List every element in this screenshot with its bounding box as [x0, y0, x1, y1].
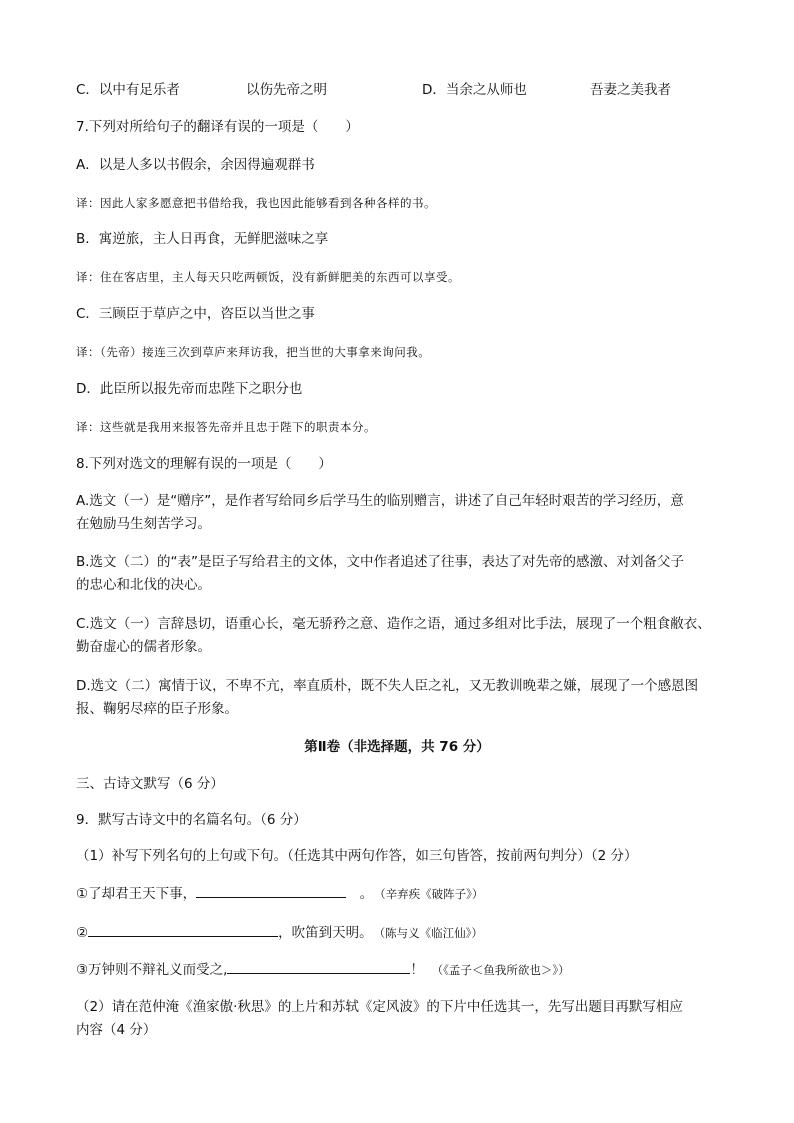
q9-item1-punct: 。	[359, 886, 367, 902]
q9-part1-stem: （1）补写下列名句的上句或下句。（任选其中两句作答，如三句皆答，按前两句判分）（2 分）	[76, 848, 638, 864]
q7-option-a: A．以是人多以书假余，余因得遍观群书	[76, 157, 315, 173]
q9-item1-source: （辛弃疾《破阵子》）	[379, 887, 484, 901]
q9-item1-text: ①了却君王天下事，	[76, 886, 197, 902]
q9-item3-post: ！	[410, 962, 424, 978]
part2-heading: 第Ⅱ卷（非选择题，共 76 分）	[304, 739, 490, 755]
q9-item3-text: ③万钟则不辩礼义而受之,	[76, 962, 228, 978]
q8-option-b-line1: B.选文（二）的“表”是臣子写给君主的文体，文中作者追述了往事，表达了对先帝的感激、对刘备父子	[76, 554, 685, 570]
q9-part2-line1: （2）请在范仲淹《渔家傲·秋思》的上片和苏轼《定风波》的下片中任选其一，先写出题目再默写相应	[76, 999, 683, 1015]
q7-stem: 7.下列对所给句子的翻译有误的一项是（ ）	[76, 119, 359, 135]
q9-item2	[76, 922, 718, 943]
q8-option-a-line2: 在勉励马生刻苦学习。	[76, 516, 211, 532]
q9-stem: 9．默写古诗文中的名篇名句。（6 分）	[76, 812, 307, 828]
q9-item3-source: （《孟子＜鱼我所欲也＞》）	[437, 963, 570, 977]
q7-option-b-translation: 译：住在客店里，主人每天只吃两顿饭，没有新鲜肥美的东西可以享受。	[76, 270, 460, 284]
q7-option-a-translation: 译：因此人家多愿意把书借给我，我也因此能够看到各种各样的书。	[76, 196, 436, 210]
q7-option-d: D．此臣所以报先帝而忠陛下之职分也	[76, 381, 303, 397]
section3-title: 三、古诗文默写（6 分）	[76, 776, 224, 792]
q8-stem: 8.下列对选文的理解有误的一项是（ ）	[76, 456, 332, 472]
q7-option-b: B．寓逆旅，主人日再食，无鲜肥滋味之享	[76, 231, 329, 247]
q9-part2-line2: 内容（4 分）	[76, 1022, 157, 1038]
q8-option-b-line2: 的忠心和北伐的决心。	[76, 577, 211, 593]
q6-option-d: D．当余之从师也	[422, 82, 527, 98]
q8-option-c-line2: 勤奋虚心的儒者形象。	[76, 639, 211, 655]
q9-item2-post: ，吹笛到天明。	[278, 925, 366, 941]
q9-item1	[76, 883, 718, 904]
q7-option-c: C．三顾臣于草庐之中，咨臣以当世之事	[76, 306, 315, 322]
q6-options-cd	[76, 80, 718, 100]
q8-option-d-line2: 报、鞠躬尽瘁的臣子形象。	[76, 701, 238, 717]
q6-option-d-pair: 吾妻之美我者	[590, 82, 671, 98]
q8-option-c-line1: C.选文（一）言辞恳切，语重心长，毫无骄矜之意、造作之语，通过多组对比手法，展现了一个粗食敝衣、	[76, 616, 711, 632]
q9-item2-blank[interactable]	[88, 922, 278, 937]
q9-item2-source: （陈与义《临江仙》）	[379, 926, 483, 940]
q9-item3-blank[interactable]	[227, 959, 410, 974]
q6-option-c: C．以中有足乐者	[76, 82, 180, 98]
q7-option-c-translation: 译：（先帝）接连三次到草庐来拜访我，把当世的大事拿来询问我。	[76, 345, 431, 359]
q6-option-c-pair: 以伤先帝之明	[246, 82, 327, 98]
q9-item3	[76, 959, 718, 980]
q8-option-a-line1: A.选文（一）是“赠序”，是作者写给同乡后学马生的临别赠言，讲述了自己年轻时艰苦的学习经历，意	[76, 493, 684, 509]
q8-option-d-line1: D.选文（二）寓情于议，不卑不亢，率直质朴，既不失人臣之礼，又无教训晚辈之嫌，展现了一个感恩图	[76, 678, 699, 694]
q9-item2-text: ②	[76, 925, 89, 941]
q7-option-d-translation: 译：这些就是我用来报答先帝并且忠于陛下的职责本分。	[76, 420, 376, 434]
q9-item1-blank[interactable]	[196, 883, 346, 898]
